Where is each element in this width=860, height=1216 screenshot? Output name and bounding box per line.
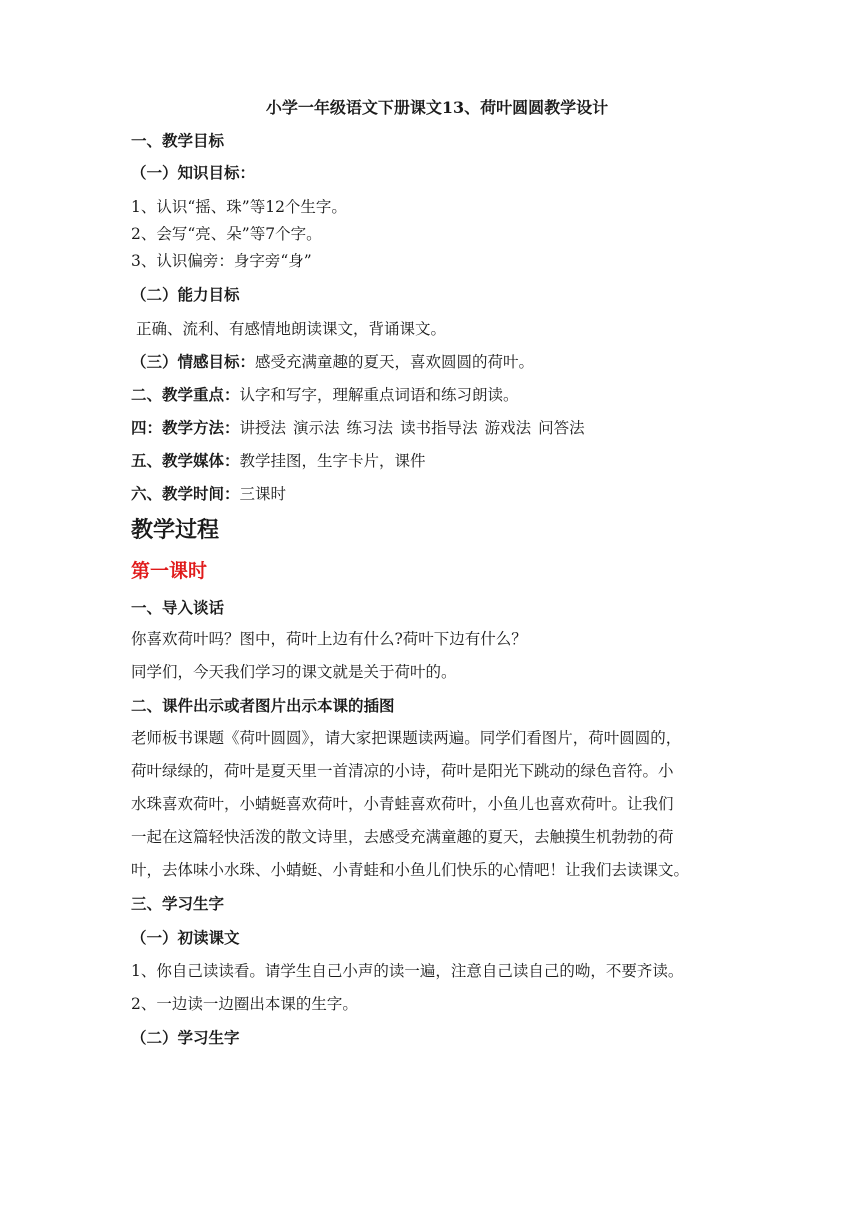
media-line: [131, 450, 731, 472]
media-label: 五、教学媒体：: [131, 451, 240, 470]
first-read-item: 2、一边读一边圈出本课的生字。: [131, 995, 358, 1013]
key-points-label: 二、教学重点：: [131, 385, 240, 404]
method-item: 讲授法: [239, 419, 287, 437]
knowledge-item: 3、认识偏旁：身字旁“身”: [131, 252, 312, 270]
emotion-goals-text: 感受充满童趣的夏天，喜欢圆圆的荷叶。: [255, 353, 535, 371]
courseware-line: 水珠喜欢荷叶，小蜻蜓喜欢荷叶，小青蛙喜欢荷叶，小鱼儿也喜欢荷叶。让我们: [131, 795, 674, 813]
emotion-goals-label: （三）情感目标：: [131, 352, 256, 371]
courseware-line: 老师板书课题《荷叶圆圆》，请大家把课题读两遍。同学们看图片，荷叶圆圆的，: [131, 729, 682, 747]
media-text: 教学挂图，生字卡片，课件: [239, 452, 426, 470]
time-text: 三课时: [239, 485, 287, 503]
heading-teaching-goals: 一、教学目标: [131, 131, 225, 150]
ability-text: 正确、流利、有感情地朗读课文，背诵课文。: [136, 320, 447, 338]
time-line: [131, 483, 731, 505]
document-content: [131, 98, 731, 1055]
heading-first-read: （一）初读课文: [131, 928, 240, 947]
heading-lesson-one: 第一课时: [131, 560, 208, 582]
courseware-line: 一起在这篇轻快活泼的散文诗里，去感受充满童趣的夏天，去触摸生机勃勃的荷: [131, 828, 674, 846]
heading-intro-talk: 一、导入谈话: [131, 598, 225, 617]
first-read-item: 1、你自己读读看。请学生自己小声的读一遍，注意自己读自己的呦，不要齐读。: [131, 962, 684, 980]
methods-line: [131, 417, 731, 439]
method-item: 演示法: [293, 419, 340, 437]
courseware-line: 荷叶绿绿的，荷叶是夏天里一首清凉的小诗，荷叶是阳光下跳动的绿色音符。小: [131, 762, 674, 780]
heading-ability-goals: （二）能力目标: [131, 285, 240, 304]
intro-line: 你喜欢荷叶吗？图中，荷叶上边有什么?荷叶下边有什么？: [131, 630, 527, 648]
heading-learn-characters: 三、学习生字: [131, 894, 225, 913]
knowledge-item: 1、认识“摇、珠”等12个生字。: [131, 198, 347, 216]
intro-line: 同学们，今天我们学习的课文就是关于荷叶的。: [131, 663, 457, 681]
heading-teaching-process: 教学过程: [131, 517, 220, 543]
document-title: 小学一年级语文下册课文13、荷叶圆圆教学设计: [265, 98, 609, 117]
key-points-text: 认字和写字，理解重点词语和练习朗读。: [239, 386, 519, 404]
key-points-line: [131, 384, 731, 406]
heading-knowledge-goals: （一）知识目标：: [131, 163, 256, 182]
methods-label: 四：教学方法：: [131, 418, 240, 437]
courseware-line: 叶，去体味小水珠、小蜻蜓、小青蛙和小鱼儿们快乐的心情吧！让我们去读课文。: [131, 861, 690, 879]
heading-courseware: 二、课件出示或者图片出示本课的插图: [131, 696, 395, 715]
method-item: 练习法: [346, 419, 394, 437]
method-item: 问答法: [538, 419, 585, 437]
method-item: 读书指导法: [400, 419, 478, 437]
method-item: 游戏法: [484, 419, 532, 437]
time-label: 六、教学时间：: [131, 484, 240, 503]
emotion-goals-line: [131, 351, 731, 373]
heading-study-characters: （二）学习生字: [131, 1028, 240, 1047]
knowledge-item: 2、会写“亮、朵”等7个字。: [131, 225, 322, 243]
